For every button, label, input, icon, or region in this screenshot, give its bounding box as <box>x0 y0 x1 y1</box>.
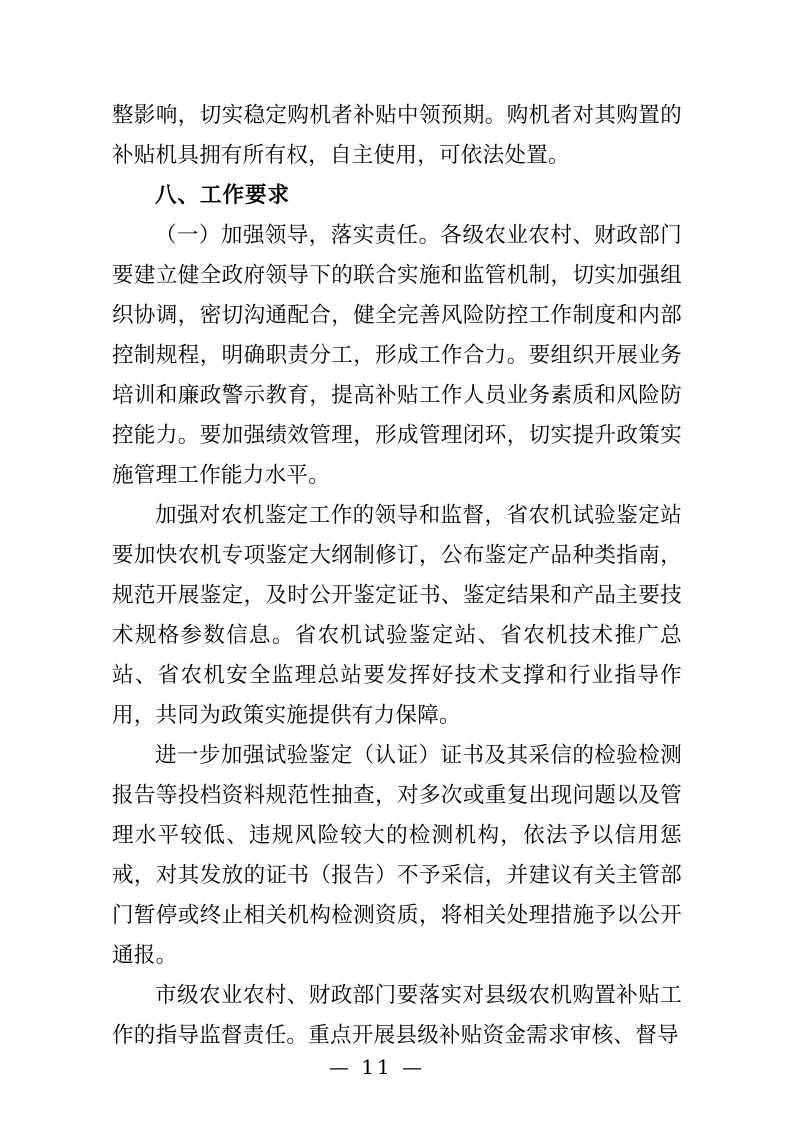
paragraph-inspection-reports: 进一步加强试验鉴定（认证）证书及其采信的检验检测报告等投档资料规范性抽查，对多次或重复出现问题以及管理水平较低、违规风险较大的检测机构，依法予以信用惩戒，对其发放的证书（报告）不予采信，并建议有关主管部门暂停或终止相关机构检测资质，将相关处理措施予以公开通报。 <box>112 743 682 968</box>
paragraph-appraisal-supervision: 加强对农机鉴定工作的领导和监督，省农机试验鉴定站要加快农机专项鉴定大纲制修订，公布鉴定产品种类指南，规范开展鉴定，及时公开鉴定证书、鉴定结果和产品主要技术规格参数信息。省农机试验鉴定站、省农机技术推广总站、省农机安全监理总站要发挥好技术支撑和行业指导作用，共同为政策实施提供有力保障。 <box>112 503 682 728</box>
document-body <box>112 96 682 1056</box>
paragraph-subsection-one: （一）加强领导，落实责任。各级农业农村、财政部门要建立健全政府领导下的联合实施和监管机制，切实加强组织协调，密切沟通配合，健全完善风险防控工作制度和内部控制规程，明确职责分工，形成工作合力。要组织开展业务培训和廉政警示教育，提高补贴工作人员业务素质和风险防控能力。要加强绩效管理，形成管理闭环，切实提升政策实施管理工作能力水平。 <box>112 223 682 488</box>
paragraph-continuation: 整影响，切实稳定购机者补贴中领预期。购机者对其购置的补贴机具拥有所有权，自主使用，可依法处置。 <box>112 103 682 168</box>
page-number-footer: — 11 — <box>328 1055 426 1079</box>
heading-section-eight: 八、工作要求 <box>155 183 291 208</box>
paragraph-city-level-duties: 市级农业农村、财政部门要落实对县级农机购置补贴工作的指导监督责任。重点开展县级补贴资金需求审核、督导 <box>112 983 682 1048</box>
